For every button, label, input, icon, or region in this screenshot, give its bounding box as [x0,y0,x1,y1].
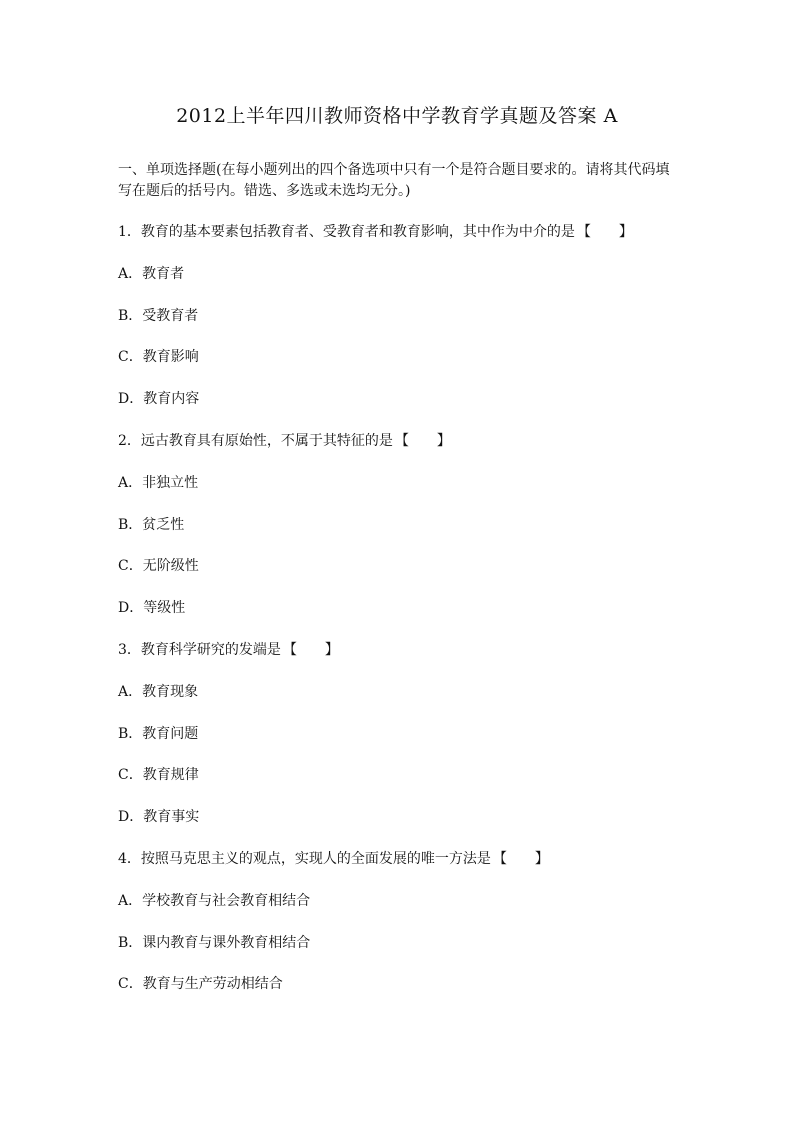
answer-bracket: 【 】 [282,641,339,658]
question-3-option-b: B．教育问题 [118,725,199,742]
answer-bracket: 【 】 [492,850,549,867]
answer-bracket: 【 】 [394,432,451,449]
section-heading-line-1: 一、单项选择题(在每小题列出的四个备选项中只有一个是符合题目要求的。请将其代码填 [118,162,670,178]
section-heading-line-2: 写在题后的括号内。错选、多选或未选均无分。) [118,183,411,199]
section-heading [118,160,718,202]
question-2-option-c: C．无阶级性 [118,558,199,575]
question-4-option-a: A．学校教育与社会教育相结合 [118,892,311,909]
question-2-option-b: B．贫乏性 [118,516,185,533]
question-2-option-a: A．非独立性 [118,474,199,491]
question-text: 1．教育的基本要素包括教育者、受教育者和教育影响，其中作为中介的是 [118,224,575,240]
question-3-option-a: A．教育现象 [118,683,199,700]
question-3 [118,640,718,661]
question-text: 3．教育科学研究的发端是 [118,641,281,658]
question-text: 2．远古教育具有原始性，不属于其特征的是 [118,432,393,449]
question-1-option-d: D．教育内容 [118,391,200,408]
question-1 [118,222,718,243]
question-2 [118,431,718,452]
questions-list [118,222,718,1016]
question-4-option-b: B．课内教育与课外教育相结合 [118,934,311,951]
document-title: 2012上半年四川教师资格中学教育学真题及答案 A [176,105,618,127]
question-4-option-c: C．教育与生产劳动相结合 [118,976,283,993]
question-4 [118,849,718,870]
answer-bracket: 【 】 [576,224,633,240]
question-3-option-d: D．教育事实 [118,809,200,826]
question-1-option-c: C．教育影响 [118,349,199,366]
question-1-option-a: A．教育者 [118,265,185,282]
question-2-option-d: D．等级性 [118,600,186,617]
question-1-option-b: B．受教育者 [118,307,199,324]
question-text: 4．按照马克思主义的观点，实现人的全面发展的唯一方法是 [118,850,491,867]
question-3-option-c: C．教育规律 [118,767,199,784]
